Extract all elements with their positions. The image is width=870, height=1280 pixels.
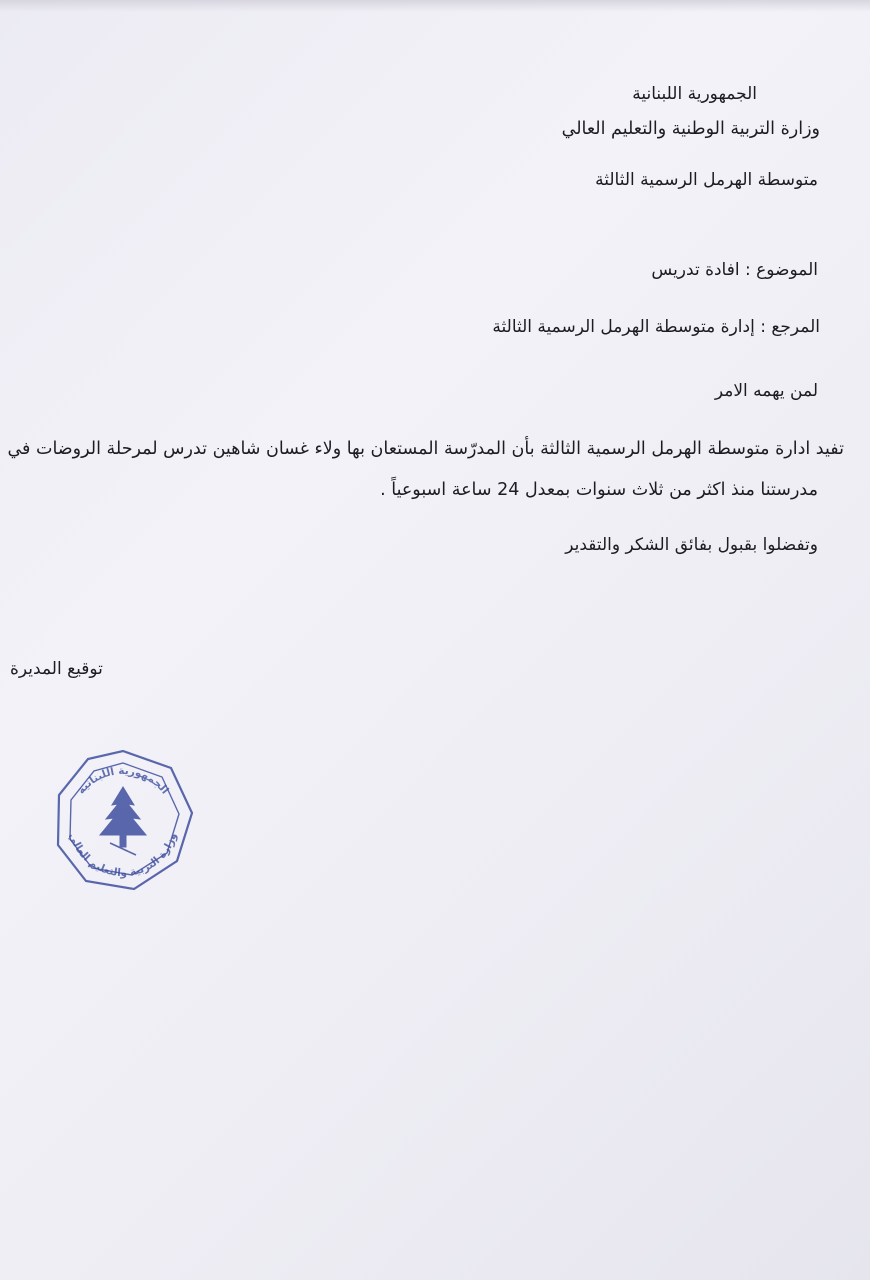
closing-line: وتفضلوا بقبول بفائق الشكر والتقدير (565, 535, 818, 555)
body-paragraph-line-2: مدرستنا منذ اكثر من ثلاث سنوات بمعدل 24 ساعة اسبوعياً . (380, 480, 818, 500)
signature-label: توقيع المديرة (10, 659, 103, 679)
page-shadow (0, 0, 870, 12)
subject-line: الموضوع : افادة تدريس (651, 260, 818, 280)
stamp-text-top: الجمهورية اللبنانية (75, 764, 171, 797)
stamp-text-bottom: وزارة التربية والتعليم العالي (66, 831, 180, 880)
salutation: لمن يهمه الامر (714, 381, 818, 401)
reference-line: المرجع : إدارة متوسطة الهرمل الرسمية الثالثة (492, 317, 820, 337)
official-stamp (50, 747, 196, 893)
body-paragraph-line-1: تفيد ادارة متوسطة الهرمل الرسمية الثالثة بأن المدرّسة المستعان بها ولاء غسان شاهين تدرس لمرحلة الروضات في (7, 439, 844, 459)
cedar-tree-icon (100, 787, 146, 855)
header-school: متوسطة الهرمل الرسمية الثالثة (595, 170, 818, 190)
header-ministry: وزارة التربية الوطنية والتعليم العالي (561, 119, 820, 139)
header-country: الجمهورية اللبنانية (632, 84, 757, 104)
